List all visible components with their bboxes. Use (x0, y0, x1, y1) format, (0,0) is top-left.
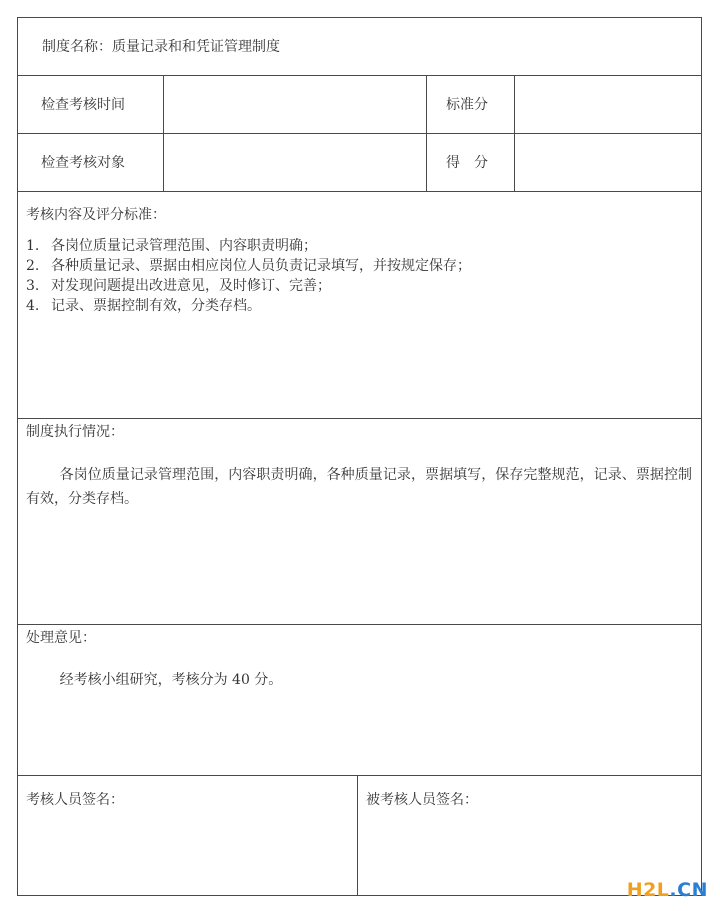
standard-score-label: 标准分 (446, 97, 488, 113)
list-item (26, 296, 471, 316)
examiner-signature-label: 考核人员签名： (26, 792, 124, 808)
row-divider (18, 75, 701, 76)
list-text: 各种质量记录、票据由相应岗位人员负责记录填写，并按规定保存； (51, 258, 471, 274)
score-label: 得 分 (446, 155, 488, 171)
list-item (26, 236, 471, 256)
criteria-heading: 考核内容及评分标准： (26, 207, 166, 223)
inspection-time-label: 检查考核时间 (41, 97, 125, 113)
examinee-signature-label: 被考核人员签名： (366, 792, 478, 808)
list-text: 记录、票据控制有效，分类存档。 (51, 298, 261, 314)
list-item (26, 256, 471, 276)
row-divider (18, 191, 701, 192)
list-number: 4. (26, 298, 40, 314)
list-item (26, 276, 471, 296)
column-divider (357, 775, 358, 896)
column-divider (163, 75, 164, 191)
assessment-form (17, 17, 702, 896)
column-divider (514, 75, 515, 191)
form-title: 制度名称：质量记录和和凭证管理制度 (42, 39, 280, 55)
row-divider (18, 624, 701, 625)
list-text: 各岗位质量记录管理范围、内容职责明确； (51, 238, 317, 254)
list-number: 2. (26, 258, 40, 274)
execution-text: 各岗位质量记录管理范围，内容职责明确，各种质量记录，票据填写，保存完整规范，记录、票据控制有效，分类存档。 (26, 467, 692, 507)
list-text: 对发现问题提出改进意见，及时修订、完善； (51, 278, 331, 294)
execution-heading: 制度执行情况： (26, 424, 124, 440)
row-divider (18, 418, 701, 419)
criteria-list (26, 236, 471, 316)
opinion-heading: 处理意见： (26, 630, 96, 646)
list-number: 3. (26, 278, 40, 294)
row-divider (18, 775, 701, 776)
list-number: 1. (26, 238, 40, 254)
inspection-target-label: 检查考核对象 (41, 155, 125, 171)
opinion-text: 经考核小组研究，考核分为 40 分。 (59, 672, 283, 688)
site-watermark-logo: H2L.CN (626, 879, 708, 901)
column-divider (426, 75, 427, 191)
row-divider (18, 133, 701, 134)
